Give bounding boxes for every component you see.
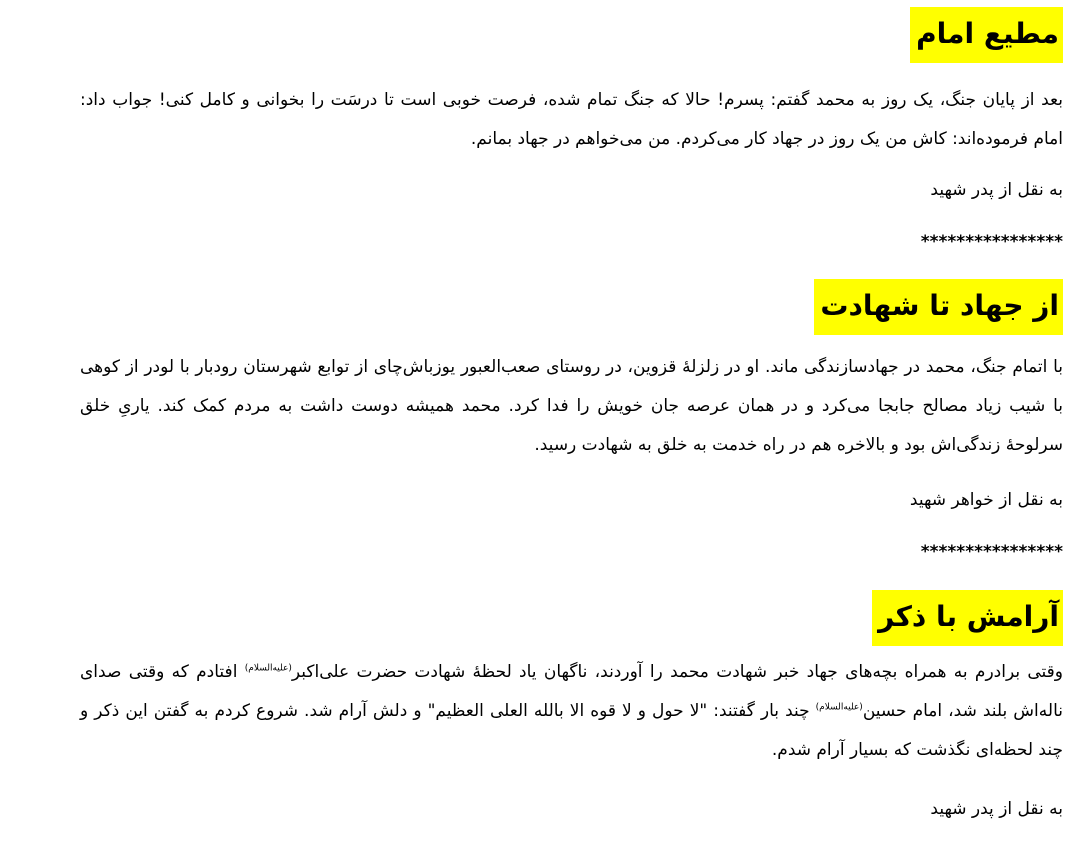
section-source-calm-with-dhikr: به نقل از پدر شهید xyxy=(930,799,1063,819)
separator-line: **************** xyxy=(920,542,1063,562)
paragraph-text-part-2: افتادم که وقتی صدای ناله‌اش بلند شد، امام حسین xyxy=(80,662,1063,721)
paragraph-text-part-1: وقتی برادرم به همراه بچه‌های جهاد خبر شهادت محمد را آوردند، ناگهان یاد لحظهٔ شهادت حضرت علی‌اکبر xyxy=(291,662,1064,682)
honorific-superscript: (علیه‌السلام) xyxy=(244,663,292,674)
section-source-jihad-to-martyrdom: به نقل از خواهر شهید xyxy=(909,490,1063,510)
section-heading-jihad-to-martyrdom: از جهاد تا شهادت xyxy=(814,279,1063,335)
separator-line: **************** xyxy=(920,232,1063,252)
section-paragraph-jihad-to-martyrdom: با اتمام جنگ، محمد در جهادسازندگی ماند. او در زلزلهٔ قزوین، در روستای صعب‌العبور یوزباش‌چای از توابع شهرستان رودبار با لودر از کوهی با شیب زیاد مصالح جابجا می‌کرد و در همان عرصه جان خویش را فدا کرد. محمد همیشه دوست داشت به مردم کمک کند. یاریِ خلق سرلوحهٔ زندگی‌اش بود و بالاخره هم در راه خدمت به خلق به شهادت رسید. xyxy=(80,357,1063,455)
paragraph-text-part-3: چند بار گفتند: "لا حول و لا قوه الا بالله العلی العظیم" و دلش آرام شد. شروع کردم به گفتن این ذکر و چند لحظه‌ای نگذشت که بسیار آرام شدم. xyxy=(80,701,1063,760)
section-paragraph-obedient: بعد از پایان جنگ، یک روز به محمد گفتم: پسرم! حالا که جنگ تمام شده، فرصت خوبی است تا درسَت را بخوانی و کامل کنی! جواب داد: امام فرموده‌اند: کاش من یک روز در جهاد کار می‌کردم. من می‌خواهم در جهاد بمانم. xyxy=(80,90,1063,149)
section-source-obedient: به نقل از پدر شهید xyxy=(930,180,1063,200)
section-paragraph-calm-with-dhikr xyxy=(80,653,1063,770)
section-heading-obedient: مطیع امام xyxy=(910,7,1063,63)
section-heading-calm-with-dhikr: آرامش با ذکر xyxy=(872,590,1063,646)
honorific-superscript: (علیه‌السلام) xyxy=(815,702,863,713)
